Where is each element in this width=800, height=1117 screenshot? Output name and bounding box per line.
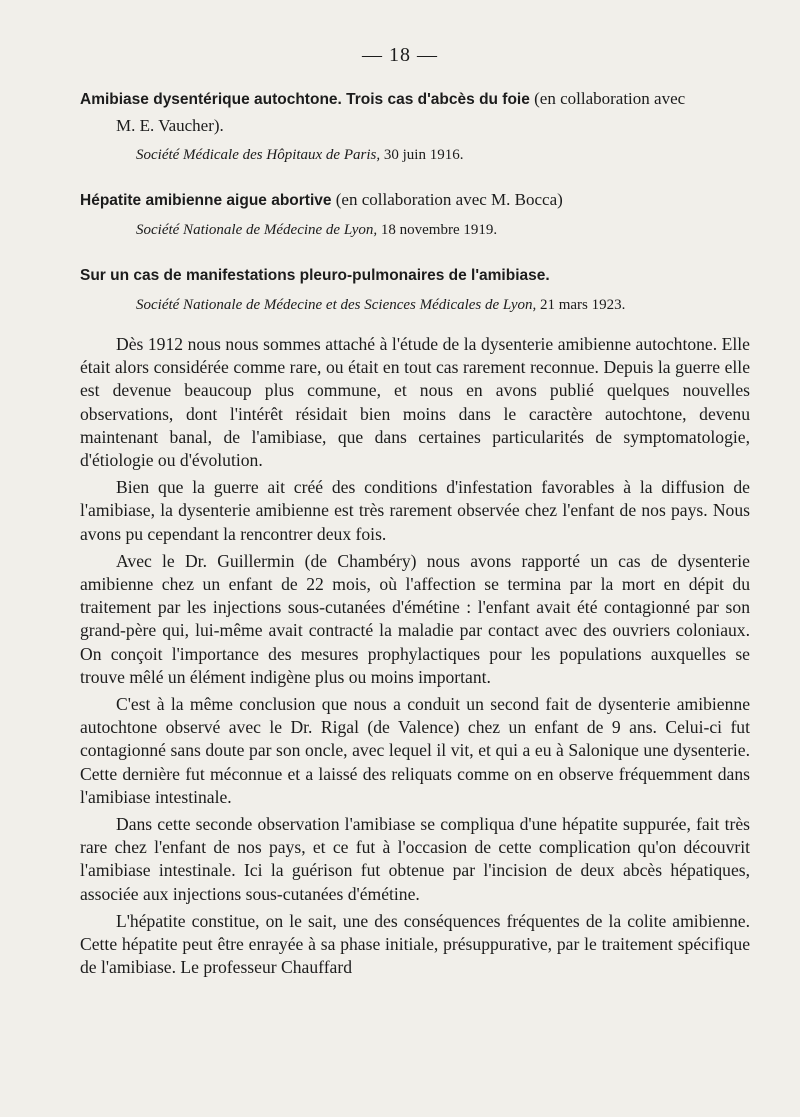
reference-source — [80, 143, 750, 167]
paragraph: L'hépatite constitue, on le sait, une des conséquences fréquentes de la colite amibienne. Cette hépatite peut être enrayée à sa phase initiale, présuppurative, par le traitement spécifique de l'amibiase. Le professeur Chauffard — [80, 910, 750, 978]
reference-list — [80, 86, 750, 337]
reference-heading — [80, 262, 750, 289]
reference-title: Sur un cas de manifestations pleuro-pulmonaires de l'amibiase. — [80, 267, 550, 284]
reference-date: 30 juin 1916. — [383, 147, 464, 163]
page-number: — 18 — — [362, 44, 438, 66]
reference-item — [80, 262, 750, 317]
paragraph: C'est à la même conclusion que nous a conduit un second fait de dysenterie amibienne autochtone observé avec le Dr. Rigal (de Valence) chez un enfant de 9 ans. Celui-ci fut contagionné sans doute par son oncle, avec lequel il vit, et qui a eu à Salonique une dysenterie. Cette dernière fut méconnue et a laissé des reliquats comme on en observe fréquemment dans l'amibiase intestinale. — [80, 694, 750, 807]
reference-heading — [80, 86, 750, 113]
reference-note-continuation: M. E. Vaucher). — [116, 116, 224, 135]
body-text — [80, 333, 750, 983]
paragraph: Avec le Dr. Guillermin (de Chambéry) nous avons rapporté un cas de dysenterie amibienne chez un enfant de 22 mois, où l'affection se termina par la mort en dépit du traitement par les injections sous-cutanées d'émétine : l'enfant avait été contagionné par son grand-père qui, lui-même avait contracté la maladie par contact avec des ouvriers coloniaux. On conçoit l'importance des mesures prophylactiques pour les populations auxquelles se trouve mêlé un élément indigène plus ou moins important. — [80, 550, 750, 687]
reference-venue: Société Nationale de Médecine et des Sciences Médicales de Lyon, — [136, 297, 537, 313]
reference-venue: Société Médicale des Hôpitaux de Paris, — [136, 147, 381, 163]
reference-date: 18 novembre 1919. — [380, 222, 498, 238]
reference-item — [80, 187, 750, 242]
reference-source — [80, 218, 750, 242]
paragraph: Bien que la guerre ait créé des conditions d'infestation favorables à la diffusion de l'amibiase, la dysenterie amibienne est très rarement observée chez l'enfant de nos pays. Nous avons pu cependant la rencontrer deux fois. — [80, 477, 750, 544]
reference-item — [80, 86, 750, 167]
reference-date: 21 mars 1923. — [539, 297, 626, 313]
reference-note: (en collaboration avec — [534, 89, 686, 108]
reference-heading — [80, 187, 750, 214]
reference-note: (en collaboration avec M. Bocca) — [335, 190, 563, 209]
paragraph: Dès 1912 nous nous sommes attaché à l'étude de la dysenterie amibienne autochtone. Elle était alors considérée comme rare, ou était en tout cas rarement reconnue. Depuis la guerre elle est devenue beaucoup plus commune, et nous en avons publié quelques nouvelles observations, dont l'intérêt résidait bien moins dans le caractère autochtone, devenu maintenant banal, de l'amibiase, que dans certaines particularités de symptomatologie, d'étiologie ou d'évolution. — [80, 334, 750, 471]
paragraph: Dans cette seconde observation l'amibiase se compliqua d'une hépatite suppurée, fait très rare chez l'enfant de nos pays, et ce fut à l'occasion de cette complication qu'on découvrit l'amibiase intestinale. Ici la guérison fut obtenue par l'incision de deux abcès hépatiques, associée aux injections sous-cutanées d'émétine. — [80, 814, 750, 904]
reference-venue: Société Nationale de Médecine de Lyon, — [136, 222, 378, 238]
reference-title: Hépatite amibienne aigue abortive — [80, 192, 332, 209]
reference-source — [80, 293, 750, 317]
reference-title: Amibiase dysentérique autochtone. Trois cas d'abcès du foie — [80, 91, 530, 108]
